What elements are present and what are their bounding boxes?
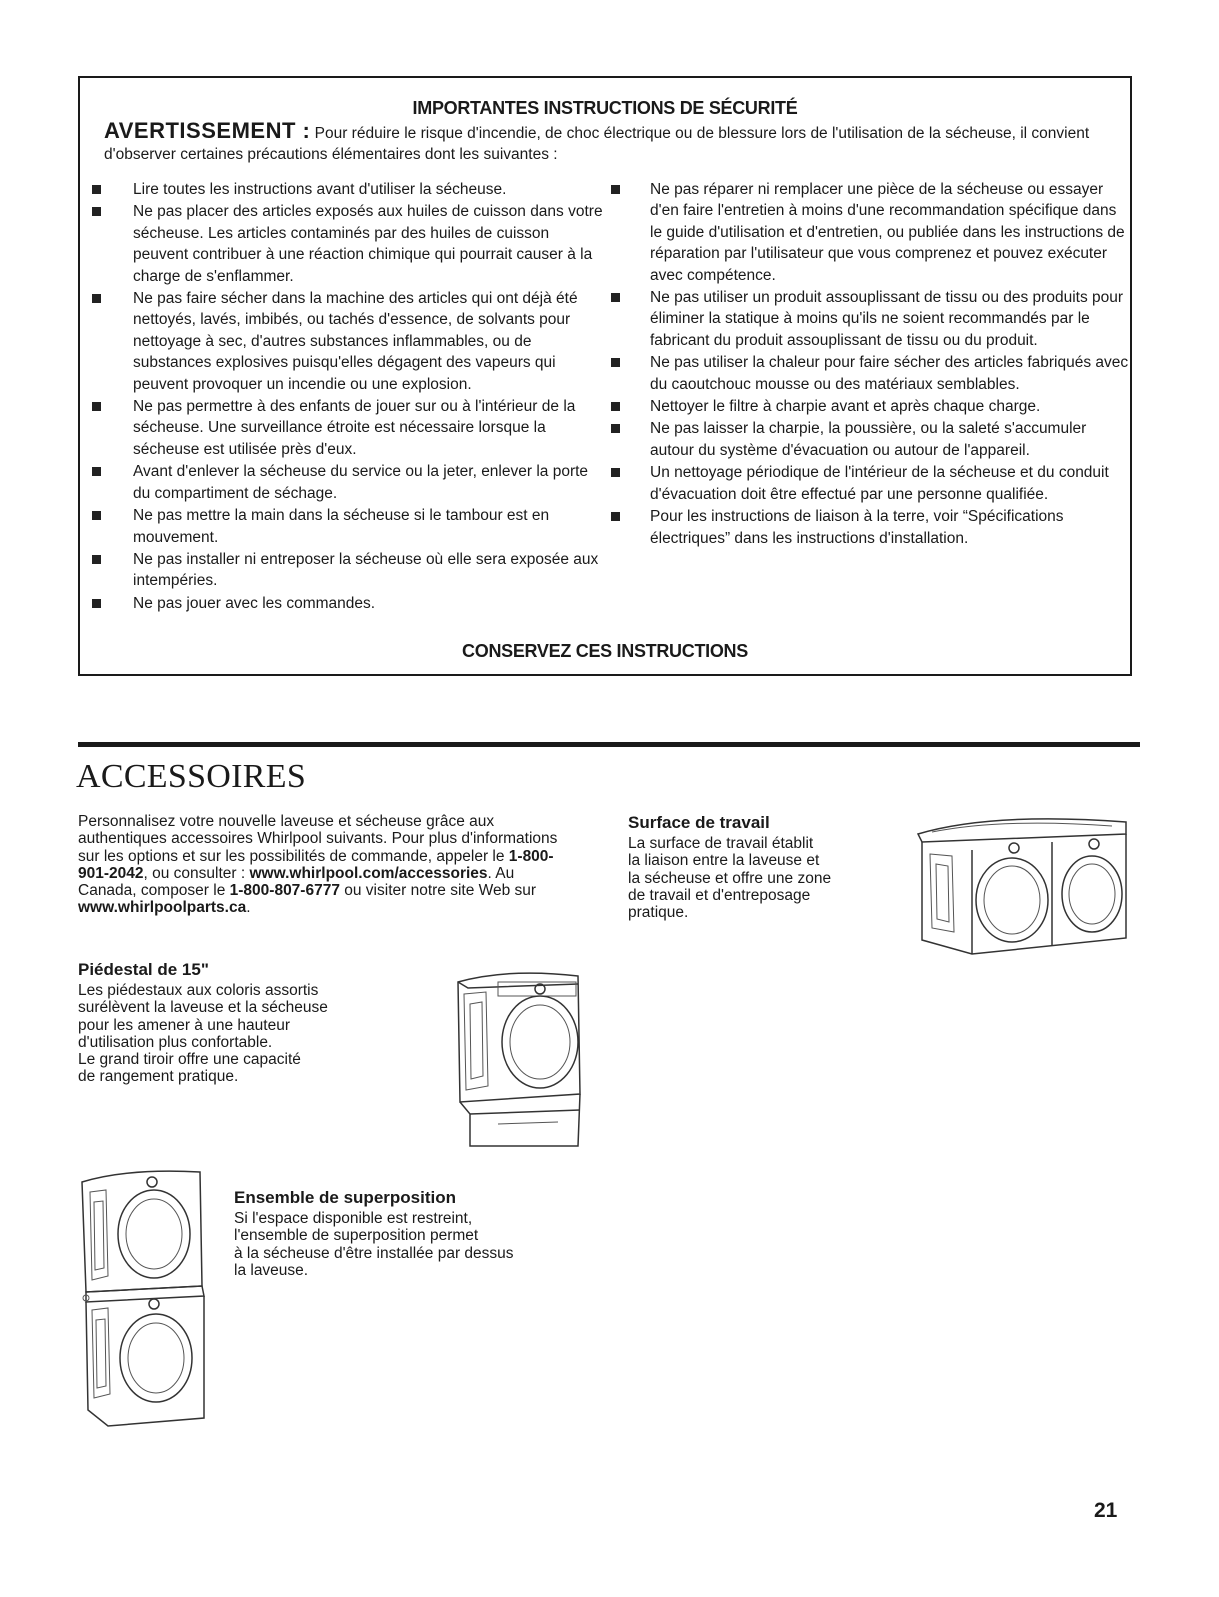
worksurface-illustration	[912, 812, 1134, 957]
pedestal-heading: Piédestal de 15"	[78, 960, 209, 979]
warning-word: AVERTISSEMENT :	[104, 118, 311, 143]
bullet-square-icon	[92, 185, 101, 194]
phone-us: 1-800-901-2042	[78, 847, 554, 882]
warning-paragraph	[104, 120, 1114, 165]
list-item: Ne pas utiliser un produit assouplissant de tissu ou des produits pour éliminer la statique à moins qu'ils ne soient recommandés par le fabricant du produit assouplissant de tissu ou du produit.	[604, 287, 1129, 351]
bullet-square-icon	[611, 468, 620, 477]
list-item: Un nettoyage périodique de l'intérieur de la sécheuse et du conduit d'évacuation doit être effectué par une personne qualifiée.	[604, 462, 1129, 505]
list-item: Ne pas installer ni entreposer la sécheuse où elle sera exposée aux intempéries.	[85, 549, 605, 592]
bullet-square-icon	[611, 512, 620, 521]
bullet-square-icon	[92, 207, 101, 216]
worksurface-heading: Surface de travail	[628, 813, 770, 832]
list-item: Ne pas mettre la main dans la sécheuse si le tambour est en mouvement.	[85, 505, 605, 548]
phone-canada: 1-800-807-6777	[229, 882, 340, 900]
bullet-square-icon	[92, 599, 101, 608]
bullet-square-icon	[611, 424, 620, 433]
link-whirlpool-accessories[interactable]: www.whirlpool.com/accessories	[249, 864, 488, 882]
bullet-square-icon	[92, 555, 101, 564]
pedestal-description: Les piédestaux aux coloris assortis surélèvent la laveuse et la sécheuse pour les amener à une hauteur d'utilisation plus confortable. Le grand tiroir offre une capacité de rangement pratique.	[78, 982, 328, 1086]
save-instructions-footer: CONSERVEZ CES INSTRUCTIONS	[462, 641, 748, 661]
section-divider	[78, 742, 1140, 747]
list-item: Ne pas placer des articles exposés aux huiles de cuisson dans votre sécheuse. Les articles contaminés par des huiles de cuisson peuvent contribuer à une réaction chimique qui pourrait causer à la charge de s'enflammer.	[85, 201, 605, 287]
stacking-kit-illustration	[78, 1168, 208, 1430]
list-item: Ne pas utiliser la chaleur pour faire sécher des articles fabriqués avec du caoutchouc mousse ou des matériaux semblables.	[604, 352, 1129, 395]
section-title: ACCESSOIRES	[76, 758, 307, 795]
stacking-kit-description: Si l'espace disponible est restreint, l'ensemble de superposition permet à la sécheuse d'être installée par dessus la laveuse.	[234, 1210, 514, 1279]
bullet-square-icon	[611, 293, 620, 302]
bullet-square-icon	[611, 185, 620, 194]
safety-box	[78, 76, 1132, 676]
list-item: Ne pas permettre à des enfants de jouer sur ou à l'intérieur de la sécheuse. Une surveillance étroite est nécessaire lorsque la sécheuse est utilisée près d'eux.	[85, 396, 605, 460]
bullet-square-icon	[92, 402, 101, 411]
worksurface-description: La surface de travail établit la liaison entre la laveuse et la sécheuse et offre une zone de travail et d'entreposage pratique.	[628, 835, 832, 922]
page-number: 21	[1094, 1499, 1118, 1522]
accessories-intro: Personnalisez votre nouvelle laveuse et sécheuse grâce aux authentiques accessoires Whirlpool suivants. Pour plus d'informations sur les options et sur les possibilités de commande, appeler le 1-800-901-2042, ou consulter : www.whirlpool.com/accessories. Au Canada, composer le 1-800-807-6777 ou visiter notre site Web sur www.whirlpoolparts.ca.	[78, 813, 558, 917]
list-item: Ne pas réparer ni remplacer une pièce de la sécheuse ou essayer d'en faire l'entretien à moins d'une recommandation spécifique dans le guide d'utilisation et d'entretien, ou publiée dans les instructions de réparation par l'utilisateur que vous comprenez et pouvez exécuter avec compétence.	[604, 179, 1129, 286]
warning-text: Pour réduire le risque d'incendie, de choc électrique ou de blessure lors de l'utilisation de la sécheuse, il convient d'observer certaines précautions élémentaires dont les suivantes :	[104, 125, 1090, 163]
bullet-square-icon	[611, 402, 620, 411]
bullet-square-icon	[611, 358, 620, 367]
list-item: Avant d'enlever la sécheuse du service ou la jeter, enlever la porte du compartiment de séchage.	[85, 461, 605, 504]
bullet-square-icon	[92, 467, 101, 476]
list-item: Pour les instructions de liaison à la terre, voir “Spécifications électriques” dans les instructions d'installation.	[604, 506, 1129, 549]
list-item: Ne pas jouer avec les commandes.	[85, 593, 605, 614]
pedestal-dryer-illustration	[438, 964, 588, 1149]
stacking-kit-heading: Ensemble de superposition	[234, 1188, 456, 1207]
link-whirlpoolparts[interactable]: www.whirlpoolparts.ca	[78, 899, 247, 917]
list-item: Lire toutes les instructions avant d'utiliser la sécheuse.	[85, 179, 605, 200]
list-item: Ne pas faire sécher dans la machine des articles qui ont déjà été nettoyés, lavés, imbibés, ou tachés d'essence, de solvants pour nettoyage à sec, d'autres substances inflammables, ou de substances explosives puisqu'elles dégagent des vapeurs qui peuvent provoquer un incendie ou une explosion.	[85, 288, 605, 395]
safety-list-left	[85, 179, 605, 615]
safety-title: IMPORTANTES INSTRUCTIONS DE SÉCURITÉ	[412, 98, 798, 118]
list-item: Ne pas laisser la charpie, la poussière, ou la saleté s'accumuler autour du système d'évacuation ou autour de l'appareil.	[604, 418, 1129, 461]
list-item: Nettoyer le filtre à charpie avant et après chaque charge.	[604, 396, 1129, 417]
safety-list-right	[604, 179, 1129, 550]
bullet-square-icon	[92, 294, 101, 303]
bullet-square-icon	[92, 511, 101, 520]
